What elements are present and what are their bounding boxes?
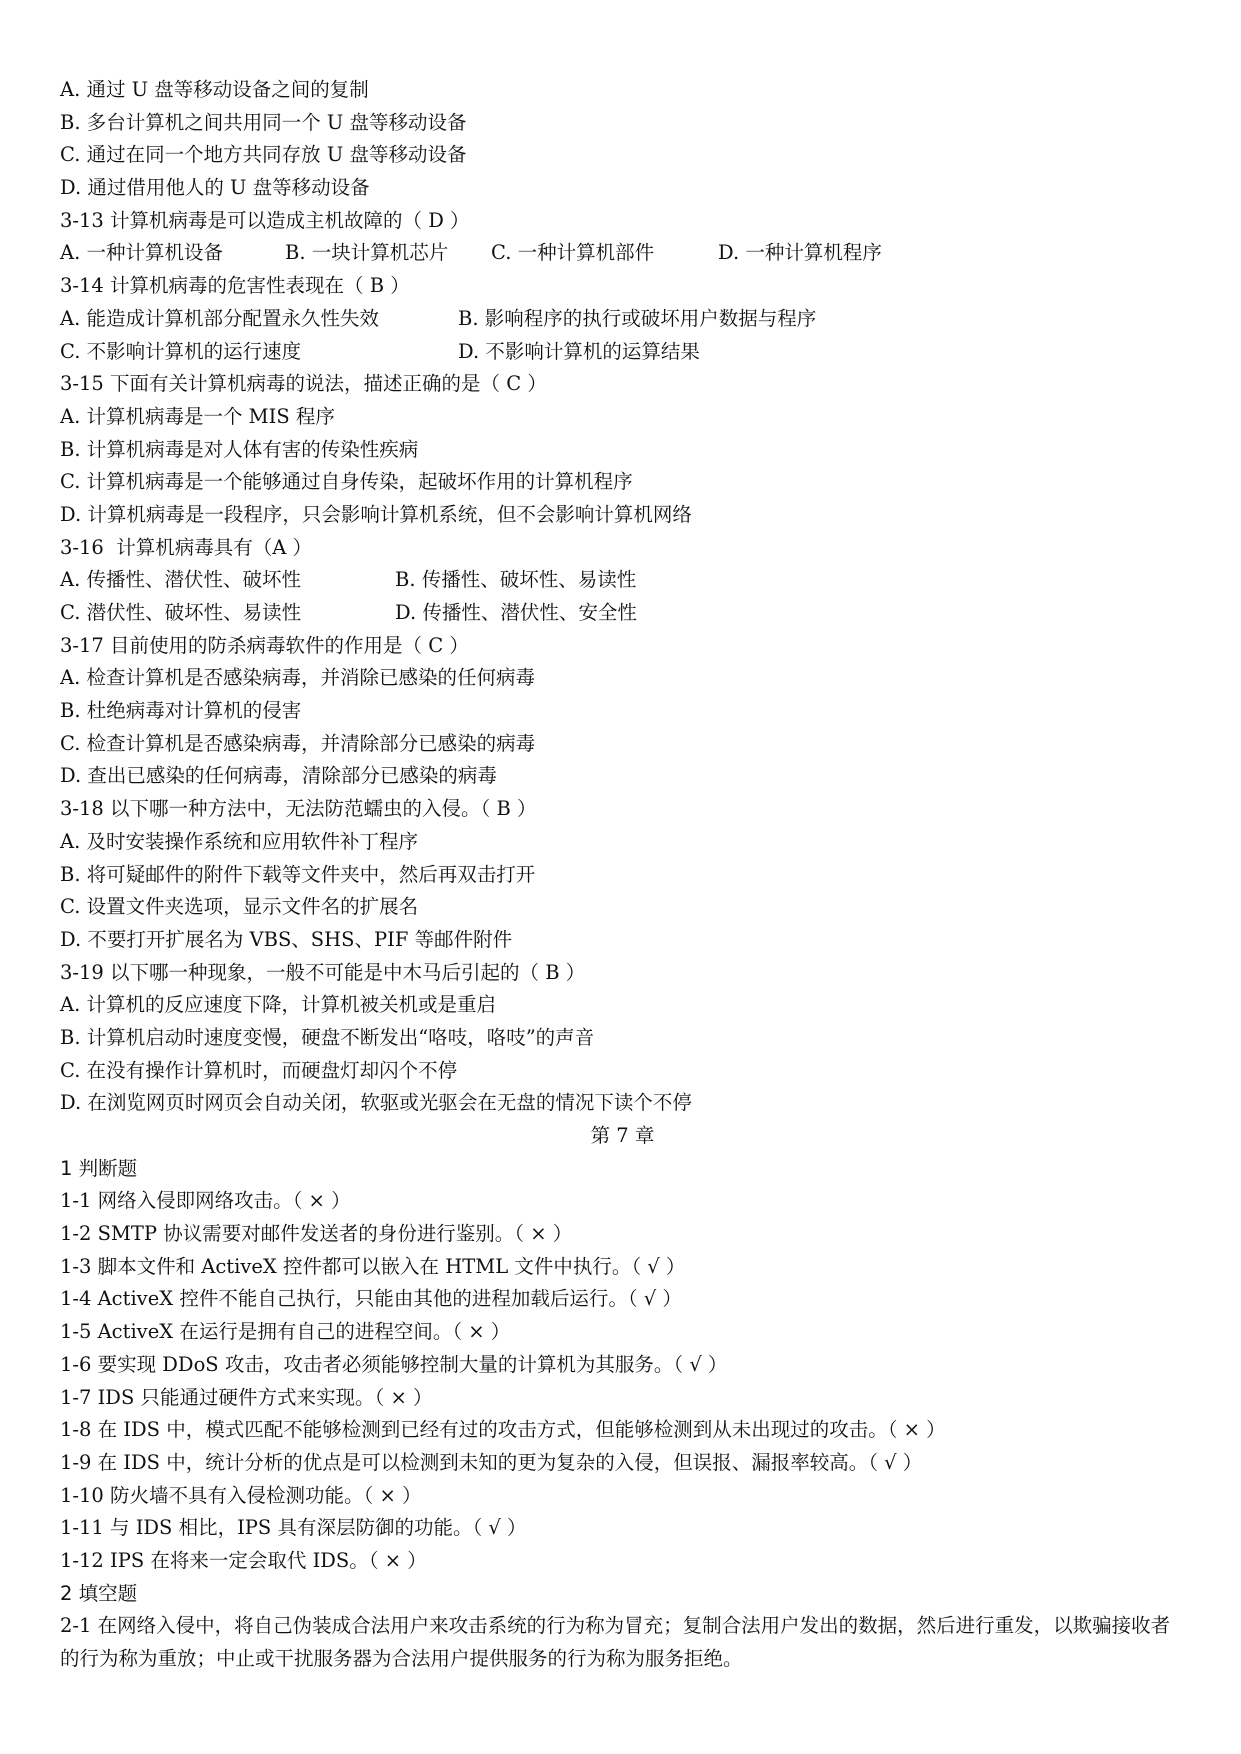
option-3-19-d: D. 在浏览网页时网页会自动关闭，软驱或光驱会在无盘的情况下读个不停: [60, 1091, 692, 1115]
question-3-15: 3-15 下面有关计算机病毒的说法，描述正确的是（ C ）: [60, 372, 547, 396]
option-3-13-b: B. 一块计算机芯片: [285, 241, 449, 265]
option-3-14-a: A. 能造成计算机部分配置永久性失效: [60, 306, 379, 330]
fill-heading: 2 填空题: [60, 1581, 138, 1605]
chapter-title: 第 7 章: [590, 1124, 655, 1147]
judgement-item-1-8: 1-8 在 IDS 中，模式匹配不能够检测到已经有过的攻击方式，但能够检测到从未出现过的攻击。（ × ）: [60, 1418, 946, 1442]
judgement-item-1-4: 1-4 ActiveX 控件不能自己执行，只能由其他的进程加载后运行。（ √ ）: [60, 1287, 682, 1311]
question-3-17: 3-17 目前使用的防杀病毒软件的作用是（ C ）: [60, 633, 469, 657]
options-3-16-row1: [60, 564, 1185, 597]
option-3-19-a: A. 计算机的反应速度下降，计算机被关机或是重启: [60, 993, 496, 1017]
question-3-13: 3-13 计算机病毒是可以造成主机故障的（ D ）: [60, 208, 470, 232]
judgement-item-1-7: 1-7 IDS 只能通过硬件方式来实现。（ × ）: [60, 1385, 433, 1409]
question-3-14: 3-14 计算机病毒的危害性表现在（ B ）: [60, 274, 410, 298]
option-3-13-d: D. 一种计算机程序: [718, 241, 882, 265]
option-3-14-d: D. 不影响计算机的运算结果: [458, 339, 700, 363]
question-3-18: 3-18 以下哪一种方法中，无法防范蠕虫的入侵。（ B ）: [60, 797, 537, 821]
option-3-18-c: C. 设置文件夹选项，显示文件名的扩展名: [60, 895, 419, 919]
options-3-14-row1: [60, 303, 1185, 336]
options-3-16-row2: [60, 597, 1185, 630]
option-3-17-a: A. 检查计算机是否感染病毒，并消除已感染的任何病毒: [60, 666, 535, 690]
option-3-15-d: D. 计算机病毒是一段程序，只会影响计算机系统，但不会影响计算机网络: [60, 502, 692, 526]
judgement-item-1-1: 1-1 网络入侵即网络攻击。（ × ）: [60, 1189, 351, 1213]
option-3-15-b: B. 计算机病毒是对人体有害的传染性疾病: [60, 437, 419, 461]
option-3-17-d: D. 查出已感染的任何病毒，清除部分已感染的病毒: [60, 764, 497, 788]
option-3-12-c: C. 通过在同一个地方共同存放 U 盘等移动设备: [60, 143, 467, 167]
judgement-item-1-12: 1-12 IPS 在将来一定会取代 IDS。（ × ）: [60, 1548, 427, 1572]
option-3-18-a: A. 及时安装操作系统和应用软件补丁程序: [60, 829, 418, 853]
option-3-18-d: D. 不要打开扩展名为 VBS、SHS、PIF 等邮件附件: [60, 927, 513, 951]
judgement-item-1-6: 1-6 要实现 DDoS 攻击，攻击者必须能够控制大量的计算机为其服务。（ √ ）: [60, 1352, 728, 1376]
judgement-item-1-10: 1-10 防火墙不具有入侵检测功能。（ × ）: [60, 1483, 422, 1507]
option-3-12-b: B. 多台计算机之间共用同一个 U 盘等移动设备: [60, 110, 467, 134]
option-3-16-b: B. 传播性、破坏性、易读性: [395, 568, 637, 592]
option-3-18-b: B. 将可疑邮件的附件下载等文件夹中，然后再双击打开: [60, 862, 536, 886]
question-3-19: 3-19 以下哪一种现象，一般不可能是中木马后引起的（ B ）: [60, 960, 586, 984]
option-3-14-b: B. 影响程序的执行或破坏用户数据与程序: [458, 306, 817, 330]
judgement-item-1-3: 1-3 脚本文件和 ActiveX 控件都可以嵌入在 HTML 文件中执行。（ √ ）: [60, 1254, 686, 1278]
judgement-heading: 1 判断题: [60, 1156, 138, 1180]
judgement-item-1-11: 1-11 与 IDS 相比，IPS 具有深层防御的功能。（ √ ）: [60, 1516, 527, 1540]
option-3-19-b: B. 计算机启动时速度变慢，硬盘不断发出“咯吱，咯吱”的声音: [60, 1025, 595, 1049]
option-3-12-d: D. 通过借用他人的 U 盘等移动设备: [60, 176, 370, 200]
question-3-16: 3-16 计算机病毒具有（A ）: [60, 535, 312, 559]
document-page: [60, 74, 1185, 1676]
option-3-16-a: A. 传播性、潜伏性、破坏性: [60, 568, 301, 592]
option-3-12-a: A. 通过 U 盘等移动设备之间的复制: [60, 78, 369, 101]
option-3-17-c: C. 检查计算机是否感染病毒，并清除部分已感染的病毒: [60, 731, 536, 755]
options-3-13: [60, 237, 1185, 270]
fill-item-2-1: 2-1 在网络入侵中，将自己伪装成合法用户来攻击系统的行为称为冒充；复制合法用户发出的数据，然后进行重发，以欺骗接收者的行为称为重放；中止或干扰服务器为合法用户提供服务的行为称为服务拒绝。: [60, 1614, 1171, 1671]
option-3-14-c: C. 不影响计算机的运行速度: [60, 339, 302, 363]
judgement-item-1-2: 1-2 SMTP 协议需要对邮件发送者的身份进行鉴别。（ × ）: [60, 1222, 573, 1246]
option-3-16-d: D. 传播性、潜伏性、安全性: [395, 601, 637, 624]
option-3-15-a: A. 计算机病毒是一个 MIS 程序: [60, 404, 335, 428]
option-3-13-c: C. 一种计算机部件: [491, 241, 655, 265]
options-3-14-row2: [60, 336, 1185, 369]
option-3-15-c: C. 计算机病毒是一个能够通过自身传染，起破坏作用的计算机程序: [60, 470, 633, 494]
option-3-16-c: C. 潜伏性、破坏性、易读性: [60, 601, 302, 624]
option-3-17-b: B. 杜绝病毒对计算机的侵害: [60, 699, 302, 723]
option-3-19-c: C. 在没有操作计算机时，而硬盘灯却闪个不停: [60, 1058, 458, 1082]
judgement-item-1-9: 1-9 在 IDS 中，统计分析的优点是可以检测到未知的更为复杂的入侵，但误报、漏报率较高。（ √ ）: [60, 1450, 923, 1474]
judgement-item-1-5: 1-5 ActiveX 在运行是拥有自己的进程空间。（ × ）: [60, 1320, 511, 1344]
option-3-13-a: A. 一种计算机设备: [60, 241, 223, 265]
